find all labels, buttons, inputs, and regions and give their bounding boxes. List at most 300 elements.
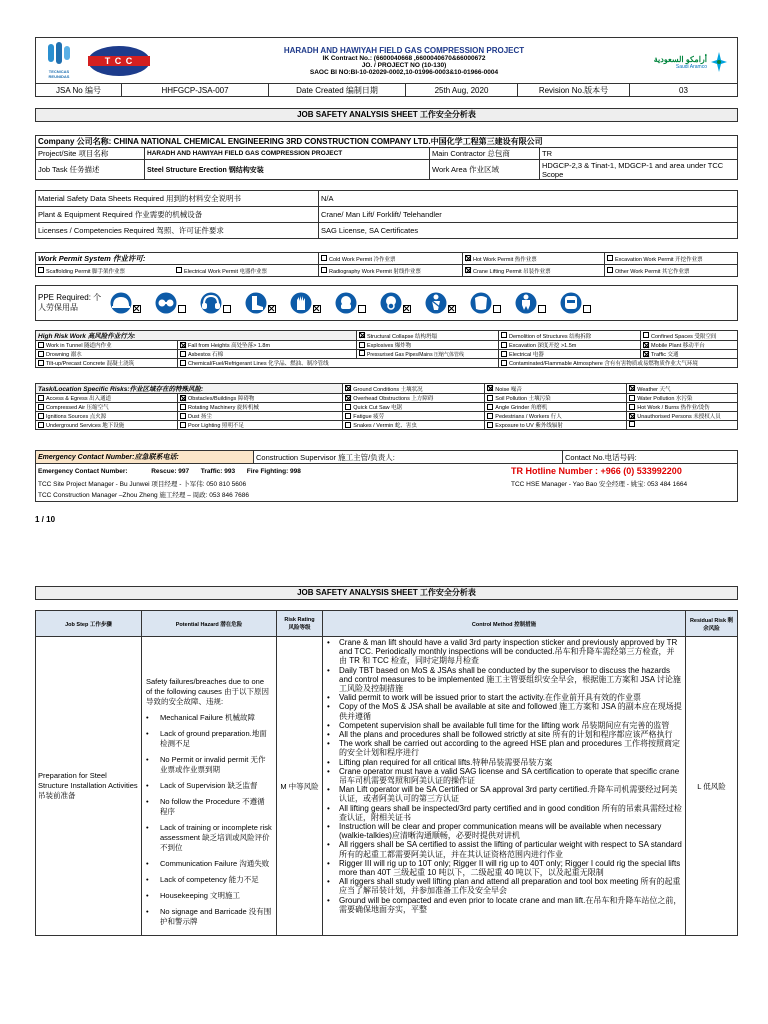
ppe-icon-row xyxy=(104,292,593,314)
checkbox[interactable] xyxy=(501,360,507,366)
risk-label: Demolition of Structures 结构拆除 xyxy=(508,333,592,340)
control-text: Ground will be compacted and even prior to locate crane and man lift.在吊车和升降车站位之前，需要确保地面夯实，平整 xyxy=(339,895,682,914)
checkbox-checked[interactable] xyxy=(180,342,186,348)
bullet-icon: • xyxy=(146,891,149,900)
emergency-numbers xyxy=(38,468,301,475)
control-item xyxy=(327,822,682,840)
hazard-list xyxy=(146,713,272,927)
licenses-label: Licenses / Competencies Required 驾照、许可证件要求 xyxy=(36,223,319,239)
checkbox[interactable] xyxy=(176,267,182,273)
checkbox[interactable] xyxy=(487,395,493,401)
risk-label: Excavation 深度开挖 >1.5m xyxy=(508,343,577,349)
checkbox[interactable] xyxy=(180,360,186,366)
checkbox[interactable] xyxy=(345,404,351,410)
checkbox[interactable] xyxy=(538,305,546,313)
tr-hotline: TR Hotline Number : +966 (0) 533992200 xyxy=(511,466,682,476)
task-risk-rotating-machinery[interactable] xyxy=(178,403,343,412)
bullet-icon: • xyxy=(146,797,149,806)
task-risk-compressed-air[interactable] xyxy=(36,403,178,412)
checkbox-checked[interactable] xyxy=(133,305,141,313)
checkbox[interactable] xyxy=(629,404,635,410)
checkbox[interactable] xyxy=(607,255,613,261)
task-risks-title: Task/Location Specific Risks:作业区域存在的特殊风险: xyxy=(36,384,343,394)
hazard-item xyxy=(146,891,272,901)
ppe-item-face-mask[interactable] xyxy=(335,292,368,314)
bullet-icon: • xyxy=(327,895,330,905)
risk-label: Unauthorised Persons 未授权人员 xyxy=(637,414,721,420)
control-item xyxy=(327,859,682,877)
wps-title: Work Permit System 作业许可: xyxy=(36,253,319,265)
task-risk-hot-work[interactable] xyxy=(627,403,738,412)
risk-label: Weather 天气 xyxy=(637,386,671,393)
col-residual: Residual Risk 剩余风险 xyxy=(686,611,738,637)
risk-label: Snakes / Vermin 蛇、害虫 xyxy=(353,423,417,429)
hse-manager: TCC HSE Manager - Yao Bao 安全经理 - 姚宝: 053 484 1664 xyxy=(511,481,688,488)
permit-cold-work[interactable] xyxy=(319,253,463,265)
ear-protection-icon xyxy=(200,292,222,314)
risk-label: Overhead Obstructions 上方障碍 xyxy=(353,396,434,402)
checkbox-checked[interactable] xyxy=(629,413,635,419)
checkbox[interactable] xyxy=(38,342,44,348)
control-text: Valid permit to work will be issued prior to start the activity.在作业前开具有效的作业票 xyxy=(339,693,641,703)
hazard-item xyxy=(146,755,272,775)
welding-mask-icon xyxy=(560,292,582,314)
task-risk-weather[interactable] xyxy=(627,384,738,394)
checkbox[interactable] xyxy=(345,422,351,428)
jsa-no-label: JSA No 编号 xyxy=(36,84,122,97)
risk-label: Drowning 溺水 xyxy=(46,352,82,358)
risk-label: Fatigue 疲劳 xyxy=(353,414,385,420)
risk-label: Underground Services 地下设施 xyxy=(46,423,125,429)
hazard-item xyxy=(146,907,272,927)
helmet-icon xyxy=(110,292,132,314)
project-title: HARADH AND HAWIYAH FIELD GAS COMPRESSION PROJECT xyxy=(283,45,525,55)
checkbox-checked[interactable] xyxy=(359,332,365,338)
page2-title-bar xyxy=(35,586,738,600)
checkbox[interactable] xyxy=(607,267,613,273)
checkbox[interactable] xyxy=(643,332,649,338)
company-info xyxy=(35,135,738,180)
checkbox-checked[interactable] xyxy=(180,395,186,401)
checkbox[interactable] xyxy=(321,267,327,273)
harness-icon xyxy=(425,292,447,314)
ppe-item-goggles[interactable] xyxy=(155,292,188,314)
tr-logo-text: TECNICAS REUNIDAS xyxy=(48,69,70,79)
risk-label: Mobile Plant 移动平台 xyxy=(650,343,705,349)
checkbox[interactable] xyxy=(345,413,351,419)
risk-explosives[interactable] xyxy=(356,341,498,350)
checkbox[interactable] xyxy=(178,305,186,313)
permit-electrical[interactable] xyxy=(176,269,267,275)
checkbox[interactable] xyxy=(38,351,44,357)
high-risk-work xyxy=(35,330,738,368)
aramco-logo-text-en: Saudi Aramco xyxy=(675,63,707,70)
risk-label: Pressurised Gas Pipes/Mains 压缩气体管线 xyxy=(366,351,464,358)
checkbox-checked[interactable] xyxy=(268,305,276,313)
hazard-cell xyxy=(142,637,277,936)
checkbox[interactable] xyxy=(583,305,591,313)
project-site-value: HARADH AND HAWIYAH FIELD GAS COMPRESSION PROJECT xyxy=(145,148,430,160)
control-text: Crane operator must have a valid SAG license and SA certification to operate that specific crane 吊车司机需要驾照和阿美认证的操作证 xyxy=(339,766,680,786)
hazard-item xyxy=(146,859,272,869)
bullet-icon: • xyxy=(327,822,330,832)
risk-fall-from-heights[interactable] xyxy=(178,341,357,350)
risk-confined-spaces[interactable] xyxy=(640,331,737,341)
risk-label: Electrical 电器 xyxy=(508,352,544,358)
control-list xyxy=(327,638,682,914)
risk-label: Confined Spaces 受限空间 xyxy=(650,333,717,340)
risk-label: Compressed Air 压缩空气 xyxy=(46,405,109,411)
task-risk-blank[interactable] xyxy=(627,421,738,430)
risk-label: Poor Lighting 照明不足 xyxy=(188,423,244,429)
control-text: Lifting plan required for all critical lifts.特种吊装需要吊装方案 xyxy=(339,757,553,767)
bullet-icon: • xyxy=(146,781,149,790)
task-risk-quick-cut-saw[interactable] xyxy=(343,403,485,412)
checkbox-checked[interactable] xyxy=(345,395,351,401)
checkbox[interactable] xyxy=(629,421,635,427)
checkbox-checked[interactable] xyxy=(313,305,321,313)
bullet-icon: • xyxy=(327,702,330,712)
work-permit-system xyxy=(35,252,738,277)
control-cell xyxy=(323,637,686,936)
page2-title: JOB SAFETY ANALYSIS SHEET 工作安全分析表 xyxy=(297,588,476,597)
control-text: Competent supervision shall be available full time for the lifting work 吊装期间应有完善的监管 xyxy=(339,720,670,730)
work-area-value: HDGCP-2,3 & Tinat-1, MDGCP-1 and area under TCC Scope xyxy=(540,160,738,180)
hazard-text: No Permit or invalid permit 无作业票或作业票到期 xyxy=(160,755,266,774)
risk-label: Chemical/Fuel/Refrigerant Lines 化学品、燃油、制冷管线 xyxy=(188,361,329,367)
licenses-value: SAG License, SA Certificates xyxy=(319,223,738,239)
bullet-icon: • xyxy=(327,757,330,767)
requirements-table xyxy=(35,190,738,239)
site-project-manager: TCC Site Project Manager - Bu Junwei 项目经理 - 卜军伟: 050 810 5606 xyxy=(38,481,247,488)
checkbox[interactable] xyxy=(180,413,186,419)
checkbox[interactable] xyxy=(501,342,507,348)
task-risk-pedestrians[interactable] xyxy=(485,412,627,421)
task-risk-noise[interactable] xyxy=(485,384,627,394)
checkbox-checked[interactable] xyxy=(465,255,471,261)
ppe-required xyxy=(35,285,738,321)
risk-electrical[interactable] xyxy=(498,350,640,359)
permit-crane-lifting[interactable] xyxy=(463,265,605,277)
supervisor-label: Construction Supervisor 施工主管/负责人: xyxy=(254,451,563,464)
checkbox-checked[interactable] xyxy=(487,385,493,391)
sheet-title: JOB SAFETY ANALYSIS SHEET 工作安全分析表 xyxy=(297,110,476,119)
risk-structural-collapse[interactable] xyxy=(356,331,498,341)
ppe-item-ear-protection[interactable] xyxy=(200,292,233,314)
risk-excavation[interactable] xyxy=(498,341,640,350)
risk-label: Water Pollution 水污染 xyxy=(637,396,693,402)
bullet-icon: • xyxy=(327,638,330,647)
permit-label: Crane Lifting Permit 吊装作业票 xyxy=(473,268,551,275)
bullet-icon: • xyxy=(146,755,149,764)
equipment-label: Plant & Equipment Required 作业需要的机械设备 xyxy=(36,207,319,223)
task-risk-soil-pollution[interactable] xyxy=(485,394,627,403)
col-hazard: Potential Hazard 潜在危险 xyxy=(142,611,277,637)
task-risk-water-pollution[interactable] xyxy=(627,394,738,403)
checkbox-checked[interactable] xyxy=(629,385,635,391)
msds-value: N/A xyxy=(319,191,738,207)
job-step-cell: Preparation for Steel Structure Installation Activities 吊装前准备 xyxy=(36,637,142,936)
emergency-number-label: Emergency Contact Number: xyxy=(38,468,128,475)
permit-excavation[interactable] xyxy=(605,253,738,265)
hazard-text: Lack of training or incomplete risk assessment 缺乏培训或风险评价不到位 xyxy=(160,823,272,852)
risk-rating-cell: M 中等风险 xyxy=(277,637,323,936)
col-rating: Risk Rating 风险等级 xyxy=(277,611,323,637)
jsa-no-value: HHFGCP-JSA-007 xyxy=(122,84,269,97)
control-text: Instruction will be clear and proper communication means will be available when necessary (walkie-talkies)应清晰沟通顺畅，必要时提供对讲机 xyxy=(339,822,662,841)
hazard-text: Housekeeping 文明施工 xyxy=(160,891,241,900)
permit-scaffolding[interactable] xyxy=(38,267,176,275)
risk-label: Access & Egress 出入通道 xyxy=(46,396,112,402)
saudi-aramco-logo xyxy=(654,52,727,72)
hazard-text: Lack of Supervision 缺乏监督 xyxy=(160,781,258,790)
task-risk-uv-exposure[interactable] xyxy=(485,421,627,430)
col-job-step: Job Step 工作步骤 xyxy=(36,611,142,637)
checkbox[interactable] xyxy=(321,255,327,261)
risk-label: Structural Collapse 结构坍塌 xyxy=(366,333,437,340)
logo-cell-left xyxy=(36,38,181,84)
task-risk-obstacles[interactable] xyxy=(178,394,343,403)
checkbox[interactable] xyxy=(358,305,366,313)
checkbox[interactable] xyxy=(180,404,186,410)
page2-jsa-table xyxy=(35,610,738,1024)
permit-label: Scaffolding Permit 脚手架作业票 xyxy=(46,268,126,275)
ppe-item-coverall[interactable] xyxy=(515,292,548,314)
task-risk-overhead[interactable] xyxy=(343,394,485,403)
checkbox[interactable] xyxy=(223,305,231,313)
revision-value: 03 xyxy=(630,84,738,97)
risk-tilt-up-concrete[interactable] xyxy=(36,359,178,368)
checkbox[interactable] xyxy=(487,404,493,410)
risk-contaminated-atmosphere[interactable] xyxy=(498,359,737,368)
ppe-item-gloves[interactable] xyxy=(290,292,323,314)
risk-label: Quick Cut Saw 电锯 xyxy=(353,405,403,411)
control-item xyxy=(327,896,682,914)
tcc-logo xyxy=(88,46,150,76)
bullet-icon: • xyxy=(327,720,330,730)
permit-label: Hot Work Permit 热作业票 xyxy=(473,256,537,263)
checkbox[interactable] xyxy=(359,350,365,356)
project-site-label: Project/Site 项目名称 xyxy=(36,148,145,160)
control-item xyxy=(327,758,682,767)
risk-label: Dust 扬尘 xyxy=(188,414,212,420)
task-risk-snakes-vermin[interactable] xyxy=(343,421,485,430)
jo-line: JO. / PROJECT NO (10-130) xyxy=(361,61,447,69)
risk-label: Contaminated/Flammable Atmosphere 含有有害物质或易燃物质作业大气环境 xyxy=(508,361,698,367)
tr-logo-icon xyxy=(45,42,73,64)
risk-label: Ignitions Sources 点火源 xyxy=(46,414,107,420)
bullet-icon: • xyxy=(327,766,330,776)
bullet-icon: • xyxy=(146,907,149,916)
fire-number: Fire Fighting: 998 xyxy=(246,468,301,475)
bullet-icon: • xyxy=(327,665,330,675)
permit-radiography[interactable] xyxy=(319,265,463,277)
hazard-item xyxy=(146,797,272,817)
hazard-item xyxy=(146,875,272,885)
checkbox[interactable] xyxy=(38,404,44,410)
risk-label: Explosives 爆炸物 xyxy=(366,343,412,349)
task-risk-angle-grinder[interactable] xyxy=(485,403,627,412)
date-label: Date Created 编制日期 xyxy=(269,84,406,97)
control-item xyxy=(327,730,682,739)
checkbox-checked[interactable] xyxy=(345,385,351,391)
checkbox[interactable] xyxy=(38,267,44,273)
aramco-logo-text-ar: أرامكو السعودية xyxy=(653,54,707,64)
risk-asbestos[interactable] xyxy=(178,350,357,359)
equipment-value: Crane/ Man Lift/ Forklift/ Telehandler xyxy=(319,207,738,223)
control-text: Copy of the MoS & JSA shall be available at site and followed 施工方案和 JSA 的副本应在现场提供并遵循 xyxy=(339,702,682,721)
bullet-icon: • xyxy=(327,693,330,703)
tcc-logo-text: T C C xyxy=(104,55,134,66)
hazard-text: Lack of competency 能力不足 xyxy=(160,875,259,884)
ppe-item-respirator[interactable] xyxy=(380,292,413,314)
permit-other[interactable] xyxy=(605,265,738,277)
risk-chemical-lines[interactable] xyxy=(178,359,499,368)
risk-label: Soil Pollution 土壤污染 xyxy=(495,396,551,402)
checkbox-checked[interactable] xyxy=(403,305,411,313)
face-mask-icon xyxy=(335,292,357,314)
control-text: All lifting gears shall be inspected/3rd party certified and in good condition 所有的吊索具需经过检查认证，附相关证书 xyxy=(339,803,682,822)
construction-manager: TCC Construction Manager –Zhou Zheng 施工经理 – 周政: 053 846 7686 xyxy=(38,492,249,499)
task-risk-fatigue[interactable] xyxy=(343,412,485,421)
checkbox[interactable] xyxy=(629,395,635,401)
checkbox[interactable] xyxy=(359,342,365,348)
risk-mobile-plant[interactable] xyxy=(640,341,737,350)
checkbox[interactable] xyxy=(501,332,507,338)
residual-risk-cell: L 低风险 xyxy=(686,637,738,936)
task-risk-dust[interactable] xyxy=(178,412,343,421)
job-task-label: Job Task 任务描述 xyxy=(36,160,145,180)
bullet-icon: • xyxy=(146,859,149,868)
high-risk-title: High Risk Work 高风险作业行为: xyxy=(36,331,357,341)
contact-label: Contact No.电话号码: xyxy=(563,451,738,464)
control-text: All riggers shall be SA certified to assist the lifting of particular weight with respect to SA standard 所有的起重工都需要阿美认证，并在其认证资格范围内进行作业 xyxy=(339,840,682,859)
ppe-item-harness[interactable] xyxy=(425,292,458,314)
msds-label: Material Safety Data Sheets Required 用到的材料安全说明书 xyxy=(36,191,319,207)
task-risk-access-egress[interactable] xyxy=(36,394,178,403)
control-item xyxy=(327,804,682,822)
permit-label: Radiography Work Permit 射线作业票 xyxy=(329,268,421,275)
project-title-cell xyxy=(181,38,628,84)
risk-demolition[interactable] xyxy=(498,331,640,341)
control-item xyxy=(327,721,682,730)
risk-label: Hot Work / Burns 热作业/烫伤 xyxy=(637,405,710,411)
bullet-icon: • xyxy=(146,729,149,738)
tecnicas-reunidas-logo xyxy=(38,42,80,79)
control-text: Crane & man lift should have a valid 3rd party inspection sticker and previously approved by TR and TCC. Periodically monthly inspections will be conducted.吊车和升降车需经第三方检查，并由 TR 和 TCC 检查，同时定期每月检查 xyxy=(339,638,678,666)
risk-pressurised-gas[interactable] xyxy=(356,350,498,359)
main-contractor-label: Main Contractor 总包商 xyxy=(430,148,540,160)
control-text: The work shall be carried out according to the agreed HSE plan and procedures 工作将按照商定的安全计划和程序进行 xyxy=(339,739,681,758)
gloves-icon xyxy=(290,292,312,314)
task-location-risks xyxy=(35,383,738,430)
emergency-contacts xyxy=(35,450,738,502)
permit-label: Other Work Permit 其它作业票 xyxy=(615,268,690,275)
checkbox[interactable] xyxy=(38,360,44,366)
control-item xyxy=(327,702,682,720)
permit-row-left xyxy=(36,265,319,277)
control-text: Man Lift operator will be SA Certified or SA approval 3rd party certified.升降车司机需要经过阿美认证，或者阿美认可的第三方认证 xyxy=(339,785,678,804)
sheet-title-bar xyxy=(35,108,738,122)
checkbox[interactable] xyxy=(38,413,44,419)
bullet-icon: • xyxy=(327,739,330,749)
checkbox[interactable] xyxy=(38,422,44,428)
hazard-text: Mechanical Failure 机械故障 xyxy=(160,713,256,722)
checkbox-checked[interactable] xyxy=(448,305,456,313)
safety-boots-icon xyxy=(245,292,267,314)
risk-label: Asbestos 石棉 xyxy=(188,352,224,358)
checkbox[interactable] xyxy=(501,351,507,357)
control-item xyxy=(327,739,682,757)
checkbox[interactable] xyxy=(180,351,186,357)
bullet-icon: • xyxy=(146,713,149,722)
risk-label: Pedestrians / Workers 行人 xyxy=(495,414,562,420)
checkbox[interactable] xyxy=(493,305,501,313)
checkbox[interactable] xyxy=(487,422,493,428)
control-item xyxy=(327,638,682,666)
risk-label: Obstacles/Buildings 障碍物 xyxy=(188,396,255,402)
task-risk-unauthorised-persons[interactable] xyxy=(627,412,738,421)
hazard-text: Lack of ground preparation.地面检测不足 xyxy=(160,729,267,748)
bullet-icon: • xyxy=(146,823,149,832)
permit-label: Electrical Work Permit 电器作业票 xyxy=(184,268,268,275)
task-risk-poor-lighting[interactable] xyxy=(178,421,343,430)
permit-hot-work[interactable] xyxy=(463,253,605,265)
risk-label: Tilt-up/Precast Concrete 混凝土浇筑 xyxy=(46,361,135,367)
control-text: Daily TBT based on MoS & JSAs shall be conducted by the supervisor to discuss the hazards and control measures to be implemented 施工主管要组织安全早会，根据施工方案和 JSA 讨论施工风险及控制措施 xyxy=(339,665,681,694)
risk-traffic[interactable] xyxy=(640,350,737,359)
risk-label: Exposure to UV 紫外线辐射 xyxy=(495,423,563,429)
task-risk-ground-conditions[interactable] xyxy=(343,384,485,394)
risk-drowning[interactable] xyxy=(36,350,178,359)
main-contractor-value: TR xyxy=(540,148,738,160)
logo-cell-right xyxy=(628,38,738,84)
task-risk-ignition-sources[interactable] xyxy=(36,412,178,421)
checkbox[interactable] xyxy=(487,413,493,419)
risk-label: Angle Grinder 角磨机 xyxy=(495,405,548,411)
checkbox[interactable] xyxy=(180,422,186,428)
contract-line: IK Contract No.: (6600040668 ,6600040670&66000672 xyxy=(322,54,486,62)
risk-work-in-tunnel[interactable] xyxy=(36,341,178,350)
checkbox-checked[interactable] xyxy=(643,342,649,348)
rescue-number: Rescue: 997 xyxy=(151,468,190,475)
risk-label: Work in Tunnel 隧道内作业 xyxy=(46,343,112,349)
ppe-item-face-shield[interactable] xyxy=(470,292,503,314)
ppe-item-welding-mask[interactable] xyxy=(560,292,593,314)
checkbox-checked[interactable] xyxy=(465,267,471,273)
task-risk-underground-services[interactable] xyxy=(36,421,178,430)
hazard-text: No signage and Barricade 没有围护和警示牌 xyxy=(160,907,272,926)
ppe-item-helmet[interactable] xyxy=(110,292,143,314)
checkbox[interactable] xyxy=(38,395,44,401)
goggles-icon xyxy=(155,292,177,314)
control-item xyxy=(327,666,682,694)
bullet-icon: • xyxy=(327,730,330,740)
ppe-item-safety-boots[interactable] xyxy=(245,292,278,314)
bullet-icon: • xyxy=(327,840,330,850)
bullet-icon: • xyxy=(327,785,330,795)
risk-label: Rotating Machinery 旋转机械 xyxy=(188,405,259,411)
control-item xyxy=(327,767,682,785)
control-item xyxy=(327,877,682,895)
checkbox-checked[interactable] xyxy=(643,351,649,357)
bi-line: SAOC BI NO:BI-10-02029-0002,10-01996-0003&10-01966-0004 xyxy=(309,68,499,76)
hazard-item xyxy=(146,729,272,749)
face-shield-icon xyxy=(470,292,492,314)
control-text: All the plans and procedures shall be followed strictly at site 所有的计划和程序都应该严格执行 xyxy=(339,730,673,740)
traffic-number: Traffic: 993 xyxy=(200,468,236,475)
bullet-icon: • xyxy=(327,803,330,813)
